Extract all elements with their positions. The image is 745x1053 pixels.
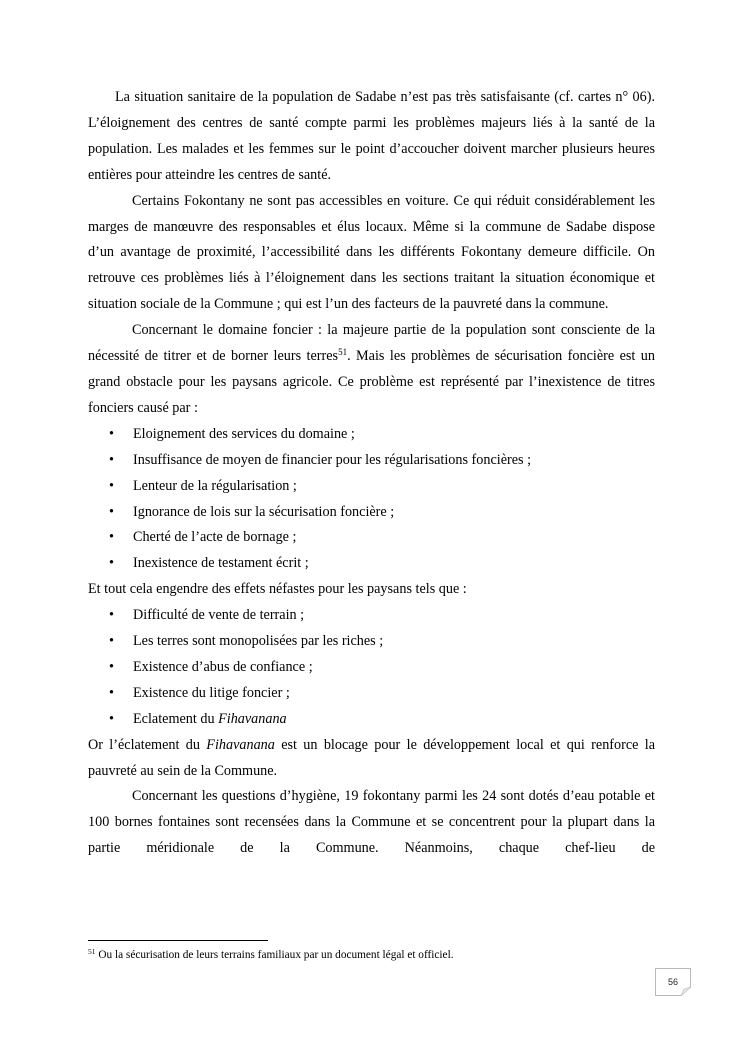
paragraph-hygiene: Concernant les questions d’hygiène, 19 fokontany parmi les 24 sont dotés d’eau potable et 100 bornes fontaines sont recensées dans la Commune et se concentrent pour la plupart dans la partie méridionale de la Commune. Néanmoins, chaque chef-lieu de	[88, 788, 655, 857]
paragraph-fihavanana	[88, 733, 655, 785]
list-item: • Existence du litige foncier ;	[88, 681, 655, 707]
list-item: • Difficulté de vente de terrain ;	[88, 603, 655, 629]
list-item: • Les terres sont monopolisées par les riches ;	[88, 629, 655, 655]
paragraph-accessibility: Certains Fokontany ne sont pas accessibles en voiture. Ce qui réduit considérablement les marges de manœuvre des responsables et élus locaux. Même si la commune de Sadabe dispose d’un avantage de proximité, l’accessibilité dans les différents Fokontany demeure difficile. On retrouve ces problèmes liés à l’éloignement dans les sections traitant la situation économique et situation sociale de la Commune ; qui est l’un des facteurs de la pauvreté dans la commune.	[88, 192, 655, 313]
land-domain-text: Concernant le domaine foncier : la majeure partie de la population sont consciente de la nécessité de titrer et de borner leurs terres	[88, 322, 655, 365]
footnote-text: Ou la sécurisation de leurs terrains familiaux par un document légal et officiel.	[95, 949, 454, 961]
italic-term: Fihavanana	[206, 736, 275, 753]
page-number: 56	[667, 977, 678, 987]
italic-term: Fihavanana	[218, 710, 287, 727]
document-body	[88, 85, 655, 862]
list-item: • Insuffisance de moyen de financier pour les régularisations foncières ;	[88, 448, 655, 474]
land-domain-text-continued: . Mais les problèmes de sécurisation foncière est un grand obstacle pour les paysans agricole. Ce problème est représenté par l’inexistence de titres fonciers causé par :	[88, 348, 655, 416]
list-item: • Inexistence de testament écrit ;	[88, 551, 655, 577]
list-item: • Ignorance de lois sur la sécurisation foncière ;	[88, 500, 655, 526]
footnote-separator	[88, 940, 268, 941]
page-number-box	[655, 968, 691, 996]
list-item: • Lenteur de la régularisation ;	[88, 474, 655, 500]
page-curl-icon	[681, 987, 691, 996]
list-item-text: Eclatement du	[133, 710, 219, 727]
list-item: • Existence d’abus de confiance ;	[88, 655, 655, 681]
fihavanana-text-continued: est un blocage pour le développement local et qui renforce la pauvreté au sein de la Commune.	[88, 736, 655, 779]
paragraph-sanitary-situation: La situation sanitaire de la population de Sadabe n’est pas très satisfaisante (cf. cartes n° 06). L’éloignement des centres de santé compte parmi les problèmes majeurs liés à la santé de la population. Les malades et les femmes sur le point d’accoucher doivent marcher plusieurs heures entières pour atteindre les centres de santé.	[88, 89, 655, 183]
fihavanana-text: Or l’éclatement du	[88, 736, 207, 753]
list-item: • Eloignement des services du domaine ;	[88, 422, 655, 448]
paragraph-effects-intro: Et tout cela engendre des effets néfastes pour les paysans tels que :	[88, 581, 467, 598]
list-item: • Cherté de l’acte de bornage ;	[88, 525, 655, 551]
footnote-reference[interactable]: 51	[338, 347, 348, 358]
effects-list	[88, 603, 655, 733]
footnote	[88, 948, 668, 962]
list-item	[88, 707, 655, 733]
footnote-number: 51	[88, 947, 96, 956]
paragraph-land-domain	[88, 318, 655, 422]
causes-list	[88, 422, 655, 577]
